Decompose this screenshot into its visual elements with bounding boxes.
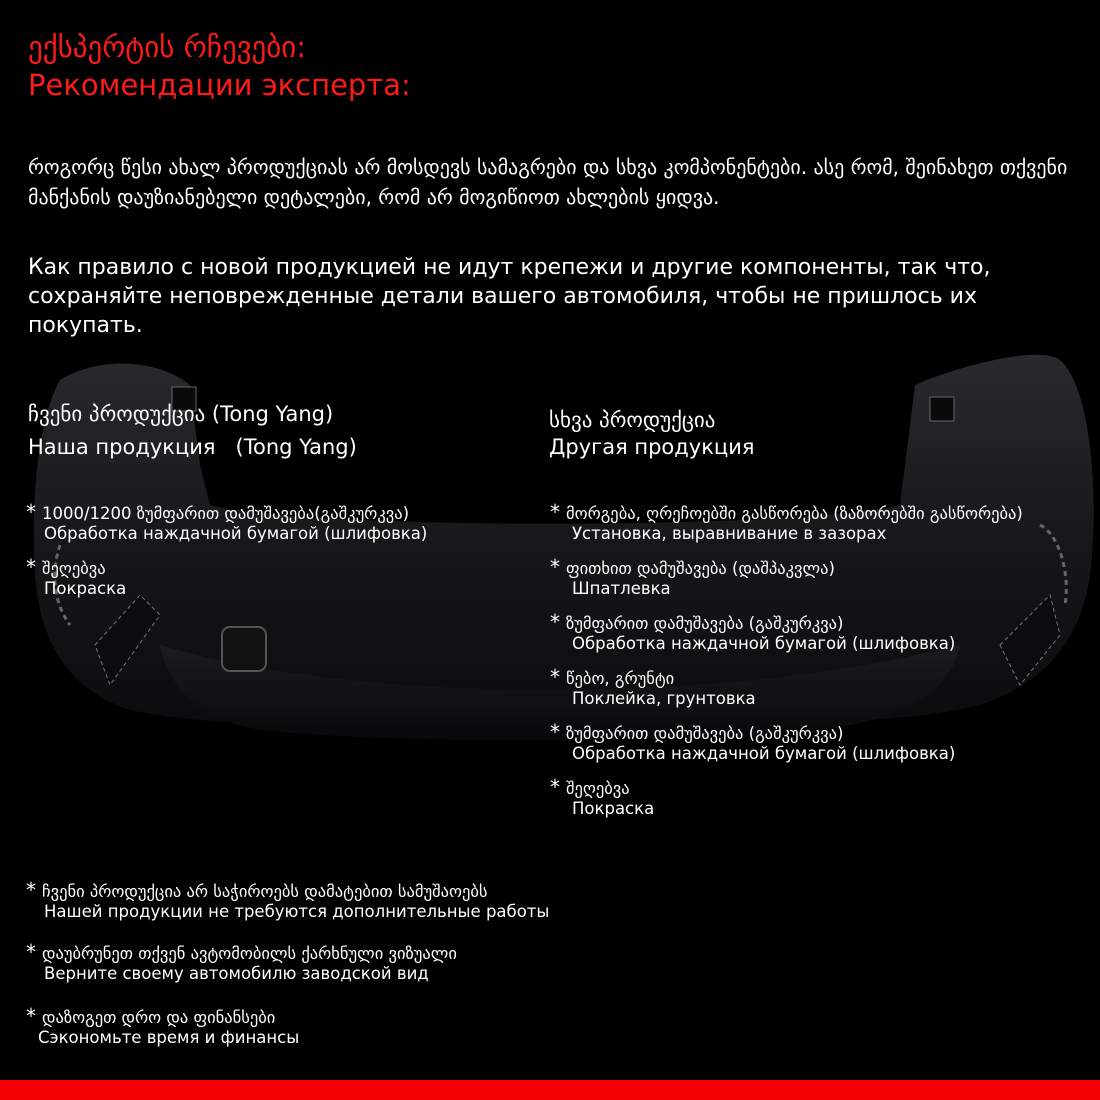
our-product-item: * 1000/1200 ზუმფარით დამუშავება(გაშკურკვა) Обработка наждачной бумагой (шлифовка) [26, 500, 428, 543]
other-product-heading-ge: სხვა პროდუქცია [549, 408, 716, 432]
other-product-item: * ზუმფარით დამუშავება (გაშკურკვა) Обработка наждачной бумагой (шлифовка) [550, 610, 956, 653]
other-product-heading-ru: Другая продукция [549, 435, 755, 459]
title-russian: Рекомендации эксперта: [28, 68, 411, 102]
other-product-item: * ზუმფარით დამუშავება (გაშკურკვა) Обработка наждачной бумагой (шлифовка) [550, 720, 956, 763]
bullet: * [26, 500, 36, 524]
title-georgian: ექსპერტის რჩევები: [28, 30, 306, 64]
benefit-item: * დაუბრუნეთ თქვენ ავტომობილს ქარხნული ვიზუალი Верните своему автомобилю заводской вид [26, 940, 457, 983]
bullet: * [550, 555, 560, 579]
bullet: * [26, 555, 36, 579]
bullet: * [550, 610, 560, 634]
our-product-item: * შეღებვა Покраска [26, 555, 127, 598]
bullet: * [550, 500, 560, 524]
intro-russian: Как правило с новой продукцией не идут крепежи и другие компоненты, так что, сохраняйте неповрежденные детали вашего автомобиля, чтобы не пришлось их покупать. [28, 255, 991, 338]
bullet: * [550, 775, 560, 799]
our-product-heading-ge: ჩვენი პროდუქცია (Tong Yang) [28, 402, 334, 426]
our-product-heading-ru: Наша продукция (Tong Yang) [28, 435, 357, 459]
bullet: * [26, 940, 36, 964]
benefit-item: * ჩვენი პროდუქცია არ საჭიროებს დამატებით სამუშაოებს Нашей продукции не требуются дополнительные работы [26, 878, 550, 921]
bullet: * [550, 665, 560, 689]
bullet: * [550, 720, 560, 744]
other-product-item: * შეღებვა Покраска [550, 775, 655, 818]
benefit-item: * დაზოგეთ დრო და ფინანსები Сэкономьте время и финансы [26, 1004, 300, 1047]
other-product-item: * წებო, გრუნტი Поклейка, грунтовка [550, 665, 756, 708]
intro-georgian: როგორც წესი ახალ პროდუქციას არ მოსდევს სამაგრები და სხვა კომპონენტები. ასე რომ, შეინახეთ თქვენი მანქანის დაუზიანებელი დეტალები, რომ არ მოგიწიოთ ახლების ყიდვა. [28, 155, 1068, 209]
other-product-item: * მორგება, ღრეჩოებში გასწორება (ზაზორებში გასწორება) Установка, выравнивание в зазорах [550, 500, 1023, 543]
other-product-item: * ფითხით დამუშავება (დაშპაკვლა) Шпатлевка [550, 555, 835, 598]
bottom-accent-bar [0, 1080, 1100, 1100]
bullet: * [26, 1004, 36, 1028]
bullet: * [26, 878, 36, 902]
